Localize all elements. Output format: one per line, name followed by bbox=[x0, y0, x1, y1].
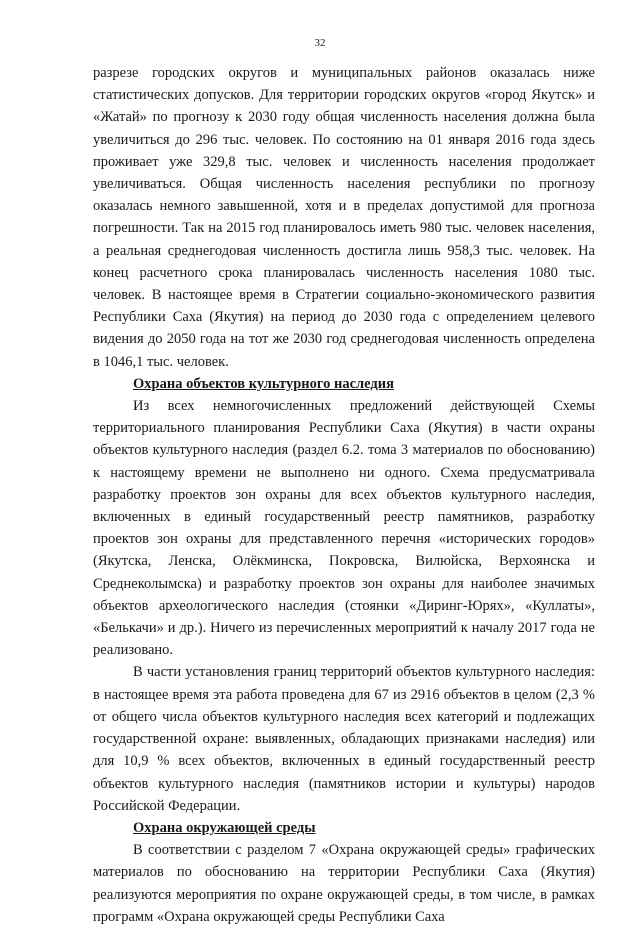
heading-environment-protection: Охрана окружающей среды bbox=[133, 819, 316, 836]
paragraph-heritage-scheme: Из всех немногочисленных предложений действующей Схемы территориального планирования Республики Саха (Якутия) в части охраны объектов культурного наследия (раздел 6.2. тома 3 материалов по обоснованию) к настоящему времени не выполнено ни одного. Схема предусматривала разработку проектов зон охраны для всех объектов культурного наследия, включенных в единый государственный реестр памятников, разработку проектов зон охраны для представленного перечня «исторических городов» (Якутска, Ленска, Олёкминска, Покровска, Вилюйска, Верхоянска и Среднеколымска) и разработку проектов зон охраны для наиболее значимых объектов археологического наследия (стоянки «Диринг-Юрях», «Куллаты», «Белькачи» и др.). Ничего из перечисленных мероприятий к началу 2017 года не реализовано. bbox=[93, 398, 595, 659]
paragraph-heritage-boundaries: В части установления границ территорий объектов культурного наследия: в настоящее время эта работа проведена для 67 из 2916 объектов в целом (2,3 % от общего числа объектов культурного наследия всех категорий и подлежащих государственной охране: выявленных, обладающих признаками наследия) или для 10,9 % всех объектов, включенных в единый государственный реестр объектов культурного наследия (памятников истории и культуры) народов Российской Федерации. bbox=[93, 664, 595, 814]
paragraph-population-forecast: разрезе городских округов и муниципальных районов оказалась ниже статистических допусков. Для территории городских округов «город Якутск» и «Жатай» по прогнозу к 2030 году общая численность населения должна была увеличиться до 296 тыс. человек. По состоянию на 01 января 2016 года здесь проживает уже 329,8 тыс. человек и численность населения продолжает увеличиваться. Общая численность населения республики по прогнозу оказалась немного завышенной, хотя и в пределах допустимой для прогноза погрешности. Так на 2015 год планировалось иметь 980 тыс. человек населения, а реальная среднегодовая численность достигла лишь 958,3 тыс. человек. На конец расчетного срока планировалась численность населения 1080 тыс. человек. В настоящее время в Стратегии социально-экономического развития Республики Саха (Якутия) на период до 2030 года с определением целевого видения до 2050 года на тот же 2030 год среднегодовая численность определена в 1046,1 тыс. человек. bbox=[93, 65, 595, 370]
document-body bbox=[93, 62, 595, 928]
paragraph-environment-measures: В соответствии с разделом 7 «Охрана окружающей среды» графических материалов по обоснованию на территории Республики Саха (Якутия) реализуются мероприятия по охране окружающей среды, в том числе, в рамках программ «Охрана окружающей среды Республики Саха bbox=[93, 842, 595, 925]
heading-cultural-heritage: Охрана объектов культурного наследия bbox=[133, 375, 394, 392]
page-number: 32 bbox=[314, 37, 326, 49]
